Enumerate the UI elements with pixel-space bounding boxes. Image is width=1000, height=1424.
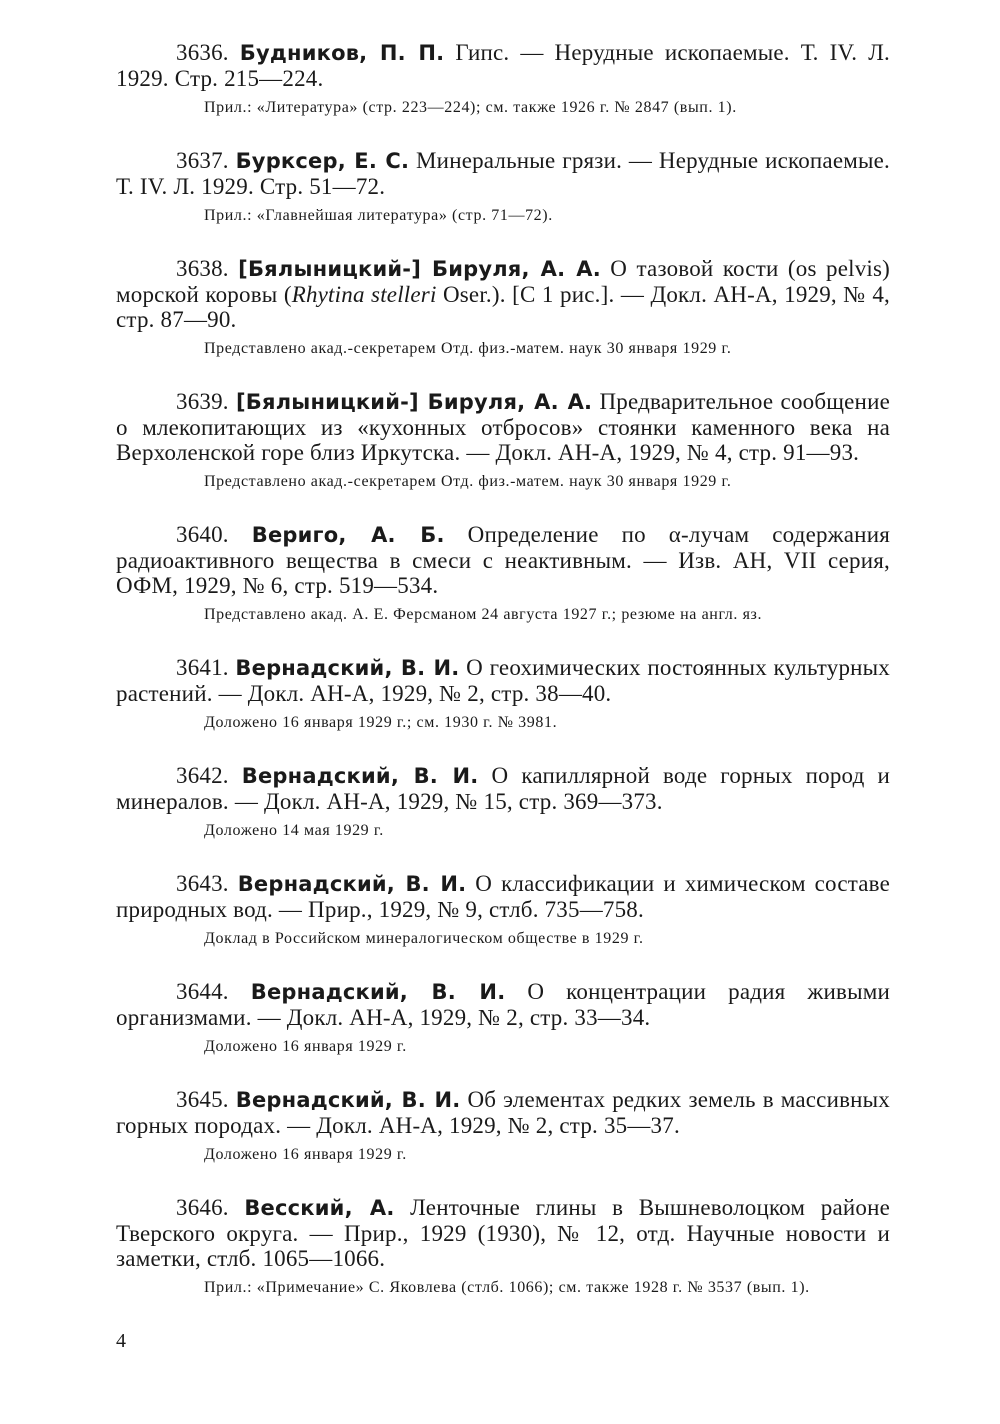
entry-note: Доложено 16 января 1929 г. <box>204 1038 407 1055</box>
entry-text <box>116 871 890 922</box>
entry-number: 3645. <box>176 1087 229 1112</box>
entry-author: Бурксер, Е. С. <box>235 149 410 173</box>
entry-author: Вернадский, В. И. <box>237 872 467 896</box>
entry-author: Будников, П. П. <box>239 41 445 65</box>
entry-author: Вернадский, В. И. <box>235 656 460 680</box>
entry-title: О тазовой кости (os pelvis) морской коровы ( <box>116 256 891 307</box>
entry-note: Доклад в Российском минералогическом обществе в 1929 г. <box>204 930 644 947</box>
entry-note: Доложено 16 января 1929 г. <box>204 1146 407 1163</box>
entry-text <box>116 979 890 1030</box>
entry-3644 <box>116 979 890 1057</box>
entry-note: Прил.: «Примечание» С. Яковлева (стлб. 1066); см. также 1928 г. № 3537 (вып. 1). <box>204 1279 810 1296</box>
entry-title: Гипс. — Нерудные ископаемые. Т. IV. Л. 1929. Стр. 215—224. <box>116 40 890 91</box>
entry-note: Представлено акад.-секретарем Отд. физ.-матем. наук 30 января 1929 г. <box>204 340 732 357</box>
entry-number: 3644. <box>176 979 229 1004</box>
entry-author: Вернадский, В. И. <box>235 1088 461 1112</box>
entry-title-italic: Rhytina stelleri <box>291 282 437 307</box>
entry-3640 <box>116 522 890 625</box>
entry-3637 <box>116 148 890 226</box>
entry-3646 <box>116 1195 890 1298</box>
entry-3641 <box>116 655 890 733</box>
entry-number: 3640. <box>176 522 229 547</box>
entry-note: Прил.: «Главнейшая литература» (стр. 71—72). <box>204 207 553 224</box>
entry-text <box>116 522 890 598</box>
entry-note: Представлено акад.-секретарем Отд. физ.-матем. наук 30 января 1929 г. <box>204 473 732 490</box>
entry-text <box>116 763 890 814</box>
entry-number: 3643. <box>176 871 229 896</box>
entry-author: Вернадский, В. И. <box>250 980 506 1004</box>
entry-3643 <box>116 871 890 949</box>
entry-author: [Бялыницкий-] Бируля, А. А. <box>236 390 593 414</box>
entry-title: Минеральные грязи. — Нерудные ископаемые. Т. IV. Л. 1929. Стр. 51—72. <box>116 148 891 199</box>
entry-title: Об элементах редких земель в массивных горных породах. — Докл. АН-А, 1929, № 2, стр. 35—37. <box>116 1087 891 1138</box>
entry-title: О концентрации радия живыми организмами. — Докл. АН-А, 1929, № 2, стр. 33—34. <box>116 979 891 1030</box>
entry-title: О классификации и химическом составе природных вод. — Прир., 1929, № 9, стлб. 735—758. <box>116 871 891 922</box>
entry-title: О капиллярной воде горных пород и минералов. — Докл. АН-А, 1929, № 15, стр. 369—373. <box>116 763 890 814</box>
entry-text <box>116 655 890 706</box>
entry-text <box>116 389 890 465</box>
entry-title-rest: Oser.). [С 1 рис.]. — Докл. АН-А, 1929, № 4, стр. 87—90. <box>116 282 890 332</box>
entry-number: 3642. <box>176 763 229 788</box>
entry-3642 <box>116 763 890 841</box>
entry-note: Доложено 14 мая 1929 г. <box>204 822 384 839</box>
entry-text <box>116 40 890 91</box>
entry-3636 <box>116 40 890 118</box>
entry-text <box>116 256 890 332</box>
entry-number: 3636. <box>176 40 229 65</box>
entry-text <box>116 148 890 199</box>
entry-3639 <box>116 389 890 492</box>
entry-title: Предварительное сообщение о млекопитающих из «кухонных отбросов» стоянки каменного века на Верхоленской горе близ Иркутска. — Докл. АН-А, 1929, № 4, стр. 91—93. <box>116 389 890 465</box>
entry-note: Доложено 16 января 1929 г.; см. 1930 г. № 3981. <box>204 714 558 731</box>
page-number: 4 <box>116 1330 126 1352</box>
entry-3645 <box>116 1087 890 1165</box>
entry-author: Вериго, А. Б. <box>251 523 445 547</box>
entry-title: Определение по α-лучам содержания радиоактивного вещества в смеси с неактивным. — Изв. АН, VII серия, ОФМ, 1929, № 6, стр. 519—534. <box>116 522 890 598</box>
entry-author: [Бялыницкий-] Бируля, А. А. <box>238 257 601 281</box>
entry-title: О геохимических постоянных культурных растений. — Докл. АН-А, 1929, № 2, стр. 38—40. <box>116 655 891 706</box>
entry-number: 3646. <box>176 1195 229 1220</box>
entry-text <box>116 1087 890 1138</box>
entry-author: Вернадский, В. И. <box>241 764 479 788</box>
entry-number: 3637. <box>176 148 229 173</box>
entry-title: Ленточные глины в Вышневолоцком районе Тверского округа. — Прир., 1929 (1930), № 12, отд. Научные новости и заметки, стлб. 1065—1066. <box>116 1195 890 1271</box>
entry-note: Представлено акад. А. Е. Ферсманом 24 августа 1927 г.; резюме на англ. яз. <box>204 606 763 623</box>
entry-number: 3641. <box>176 655 229 680</box>
entry-number: 3638. <box>176 256 229 281</box>
entry-number: 3639. <box>176 389 229 414</box>
entry-note: Прил.: «Литература» (стр. 223—224); см. также 1926 г. № 2847 (вып. 1). <box>204 99 737 116</box>
bibliography-page <box>116 40 890 1328</box>
entry-text <box>116 1195 890 1271</box>
entry-3638 <box>116 256 890 359</box>
entry-author: Весский, А. <box>244 1196 395 1220</box>
